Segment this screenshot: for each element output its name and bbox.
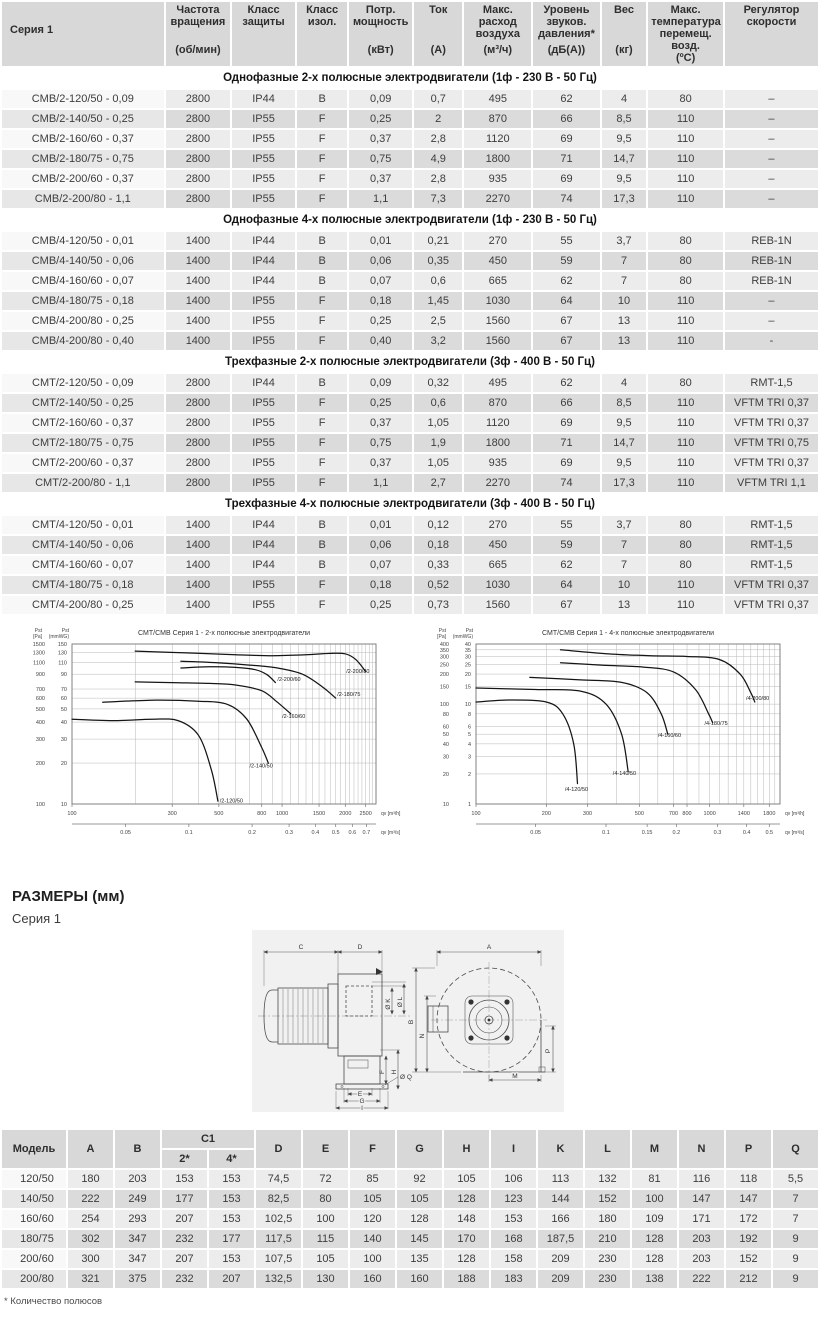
table-row: CMB/2-140/50 - 0,25 2800 IP55 F 0,25 2 870 66 8,5 110 – xyxy=(2,110,818,128)
dim-label-ol: Ø L xyxy=(397,996,404,1008)
svg-text:200: 200 xyxy=(35,761,45,768)
table-row: CMT/4-120/50 - 0,01 1400 IP44 B 0,01 0,12 270 55 3,7 80 RMT-1,5 xyxy=(2,516,818,534)
dim-label-ok: Ø K xyxy=(385,998,392,1010)
svg-text:90: 90 xyxy=(60,672,67,679)
dim-label-g: G xyxy=(359,1098,365,1105)
svg-text:0.3: 0.3 xyxy=(285,830,293,836)
table-row: CMB/4-200/80 - 0,40 1400 IP55 F 0,40 3,2 1560 67 13 110 - xyxy=(2,332,818,350)
svg-text:1800: 1800 xyxy=(763,811,776,817)
svg-text:20: 20 xyxy=(442,771,449,778)
side-view-dimensions xyxy=(264,950,406,1109)
svg-text:3: 3 xyxy=(467,754,471,761)
dimensions-table-header xyxy=(2,1130,818,1168)
chart-4pole xyxy=(416,626,814,866)
header-row xyxy=(2,1130,818,1148)
section-title-row: Трехфазные 2-х полюсные электродвигатели (3ф - 400 В - 50 Гц) xyxy=(2,352,818,372)
svg-text:20: 20 xyxy=(464,672,471,679)
col-header: Макс. расход воздуха (м³/ч) xyxy=(464,2,531,66)
dimensions-table-body xyxy=(2,1170,818,1288)
svg-text:700: 700 xyxy=(668,811,679,817)
svg-text:800: 800 xyxy=(257,811,267,817)
table-row: CMT/2-180/75 - 0,75 2800 IP55 F 0,75 1,9 1800 71 14,7 110 VFTM TRI 0,75 xyxy=(2,434,818,452)
svg-text:4: 4 xyxy=(467,741,471,748)
col-header: D xyxy=(256,1130,301,1168)
svg-text:60: 60 xyxy=(60,696,67,703)
svg-text:200: 200 xyxy=(439,672,449,679)
col-header: G xyxy=(397,1130,442,1168)
table-row: CMT/2-200/60 - 0,37 2800 IP55 F 0,37 1,05 935 69 9,5 110 VFTM TRI 0,37 xyxy=(2,454,818,472)
svg-text:Pst: Pst xyxy=(438,628,446,634)
svg-text:(mmWG): (mmWG) xyxy=(452,634,473,640)
col-subheader: 4* xyxy=(209,1150,254,1168)
svg-text:400: 400 xyxy=(439,642,449,648)
svg-text:700: 700 xyxy=(35,687,45,694)
table-row: CMB/4-180/75 - 0,18 1400 IP55 F 0,18 1,45 1030 64 10 110 – xyxy=(2,292,818,310)
svg-text:qv [m³/h]: qv [m³/h] xyxy=(785,811,805,817)
svg-text:0.4: 0.4 xyxy=(311,830,320,836)
dim-label-p: P xyxy=(545,1048,552,1054)
col-header: M xyxy=(632,1130,677,1168)
svg-text:600: 600 xyxy=(35,696,45,703)
svg-text:0.05: 0.05 xyxy=(120,830,131,836)
svg-text:/2-160/60: /2-160/60 xyxy=(282,713,306,720)
svg-text:[Pa]: [Pa] xyxy=(33,634,42,640)
col-header: L xyxy=(585,1130,630,1168)
svg-text:40: 40 xyxy=(442,741,449,748)
table-row: CMT/4-160/60 - 0,07 1400 IP44 B 0,07 0,33 665 62 7 80 RMT-1,5 xyxy=(2,556,818,574)
dim-label-b: B xyxy=(408,1019,415,1025)
svg-text:qv [m³/s]: qv [m³/s] xyxy=(785,830,805,836)
svg-text:200: 200 xyxy=(541,811,551,817)
col-header: Класс защиты xyxy=(232,2,295,66)
svg-text:1100: 1100 xyxy=(33,660,45,667)
dimensions-heading: РАЗМЕРЫ (мм) xyxy=(12,888,125,905)
table-row: CMT/2-140/50 - 0,25 2800 IP55 F 0,25 0,6 870 66 8,5 110 VFTM TRI 0,37 xyxy=(2,394,818,412)
svg-text:/4-120/50: /4-120/50 xyxy=(564,786,589,793)
svg-text:1400: 1400 xyxy=(737,811,750,817)
svg-text:50: 50 xyxy=(60,706,67,713)
series-label: Серия 1 xyxy=(12,911,61,926)
svg-text:2: 2 xyxy=(467,771,471,778)
svg-text:80: 80 xyxy=(442,711,449,718)
svg-text:0.5: 0.5 xyxy=(765,830,774,836)
col-header: Макс. температура перемещ. возд. (ºС) xyxy=(648,2,723,66)
table-row: 120/50 180 203 153 153 74,5 72 85 92 105 106 113 132 81 116 118 5,5 xyxy=(2,1170,818,1188)
svg-text:100: 100 xyxy=(439,702,449,709)
svg-text:0.2: 0.2 xyxy=(248,830,256,836)
svg-text:300: 300 xyxy=(35,737,45,744)
svg-text:CMT/CMB Серия 1 - 2-х полюсн: CMT/CMB Серия 1 - 2-х полюсные электродвигатели xyxy=(138,630,310,637)
svg-text:500: 500 xyxy=(35,706,45,713)
col-header: I xyxy=(491,1130,536,1168)
svg-text:1500: 1500 xyxy=(32,642,45,648)
svg-text:0.6: 0.6 xyxy=(348,830,357,836)
svg-text:Pst: Pst xyxy=(465,628,473,634)
dim-label-a: A xyxy=(486,944,492,951)
dim-label-h: H xyxy=(391,1069,398,1075)
svg-text:/2-140/50: /2-140/50 xyxy=(249,763,273,770)
svg-text:0.3: 0.3 xyxy=(713,830,722,836)
section-title-row: Трехфазные 4-х полюсные электродвигатели (3ф - 400 В - 50 Гц) xyxy=(2,494,818,514)
svg-text:40: 40 xyxy=(60,720,67,727)
svg-text:/2-180/75: /2-180/75 xyxy=(337,692,361,699)
svg-text:15: 15 xyxy=(464,684,471,691)
svg-text:130: 130 xyxy=(57,650,67,657)
section-title-row: Однофазные 4-х полюсные электродвигатели (1ф - 230 В - 50 Гц) xyxy=(2,210,818,230)
svg-text:5: 5 xyxy=(467,732,471,739)
col-header: Уровень звуков. давления* (дБ(А)) xyxy=(533,2,600,66)
table-row: CMT/4-200/80 - 0,25 1400 IP55 F 0,25 0,73 1560 67 13 110 VFTM TRI 0,37 xyxy=(2,596,818,614)
svg-text:40: 40 xyxy=(464,642,471,648)
svg-text:Pst: Pst xyxy=(61,628,69,634)
table-row: CMB/4-200/80 - 0,25 1400 IP55 F 0,25 2,5 1560 67 13 110 – xyxy=(2,312,818,330)
svg-text:50: 50 xyxy=(442,732,449,739)
table-row: 160/60 254 293 207 153 102,5 100 120 128 148 153 166 180 109 171 172 7 xyxy=(2,1210,818,1228)
svg-text:110: 110 xyxy=(58,660,67,667)
table-row: CMB/2-200/80 - 1,1 2800 IP55 F 1,1 7,3 2270 74 17,3 110 – xyxy=(2,190,818,208)
svg-text:900: 900 xyxy=(35,672,45,679)
table-row: 140/50 222 249 177 153 82,5 80 105 105 128 123 144 152 100 147 147 7 xyxy=(2,1190,818,1208)
svg-text:100: 100 xyxy=(67,811,77,817)
svg-text:500: 500 xyxy=(214,811,224,817)
spec-table xyxy=(0,0,820,616)
dim-label-f: F xyxy=(379,1070,386,1074)
spec-table-header xyxy=(2,2,818,66)
dim-label-i: I xyxy=(361,1105,363,1112)
col-header: Ток (А) xyxy=(414,2,462,66)
col-header: F xyxy=(350,1130,395,1168)
svg-text:150: 150 xyxy=(57,642,67,648)
col-header: E xyxy=(303,1130,348,1168)
svg-text:/2-200/80: /2-200/80 xyxy=(346,668,370,675)
svg-text:/2-120/50: /2-120/50 xyxy=(219,798,243,805)
svg-text:150: 150 xyxy=(439,684,449,691)
table-row: CMT/2-120/50 - 0,09 2800 IP44 B 0,09 0,32 495 62 4 80 RMT-1,5 xyxy=(2,374,818,392)
svg-text:400: 400 xyxy=(35,720,45,727)
col-header: Регулятор скорости xyxy=(725,2,818,66)
col-header: P xyxy=(726,1130,771,1168)
performance-charts xyxy=(0,616,820,870)
table-row: CMB/4-140/50 - 0,06 1400 IP44 B 0,06 0,35 450 59 7 80 REB-1N xyxy=(2,252,818,270)
svg-text:300: 300 xyxy=(439,654,449,661)
svg-text:800: 800 xyxy=(682,811,692,817)
dim-label-n: N xyxy=(419,1033,426,1039)
table-row: CMB/2-120/50 - 0,09 2800 IP44 B 0,09 0,7 495 62 4 80 – xyxy=(2,90,818,108)
svg-text:30: 30 xyxy=(464,654,471,661)
table-row: CMB/2-180/75 - 0,75 2800 IP55 F 0,75 4,9 1800 71 14,7 110 – xyxy=(2,150,818,168)
svg-text:300: 300 xyxy=(582,811,593,817)
dimension-drawing-panel xyxy=(252,930,564,1112)
svg-text:35: 35 xyxy=(464,647,471,654)
svg-text:350: 350 xyxy=(439,647,449,654)
svg-text:0.5: 0.5 xyxy=(331,830,340,836)
svg-text:/2-200/60: /2-200/60 xyxy=(277,677,301,684)
svg-text:0.4: 0.4 xyxy=(742,830,751,836)
table-row: CMB/4-160/60 - 0,07 1400 IP44 B 0,07 0,6 665 62 7 80 REB-1N xyxy=(2,272,818,290)
svg-text:/4-140/50: /4-140/50 xyxy=(612,771,637,778)
svg-text:2500: 2500 xyxy=(359,811,372,817)
col-header: K xyxy=(538,1130,583,1168)
section-title-row: Однофазные 2-х полюсные электродвигатели (1ф - 230 В - 50 Гц) xyxy=(2,68,818,88)
front-view-dimensions xyxy=(412,950,556,1082)
table-row: 200/80 321 375 232 207 132,5 130 160 160 188 183 209 230 138 222 212 9 xyxy=(2,1270,818,1288)
dimensions-table xyxy=(0,1128,820,1290)
table-row: CMB/4-120/50 - 0,01 1400 IP44 B 0,01 0,21 270 55 3,7 80 REB-1N xyxy=(2,232,818,250)
svg-text:1000: 1000 xyxy=(703,811,716,817)
svg-text:Pst: Pst xyxy=(34,628,42,634)
svg-text:(mmWG): (mmWG) xyxy=(48,634,69,640)
dim-label-m: M xyxy=(512,1073,518,1080)
dim-label-c: C xyxy=(298,944,304,951)
col-header: Вес (кг) xyxy=(602,2,646,66)
col-header: N xyxy=(679,1130,724,1168)
svg-text:25: 25 xyxy=(464,662,471,669)
col-header: B xyxy=(115,1130,160,1168)
svg-text:30: 30 xyxy=(60,737,67,744)
table-row: CMT/2-160/60 - 0,37 2800 IP55 F 0,37 1,05 1120 69 9,5 110 VFTM TRI 0,37 xyxy=(2,414,818,432)
svg-text:CMT/CMB Серия 1 - 4-х полюсн: CMT/CMB Серия 1 - 4-х полюсные электродвигатели xyxy=(542,630,714,637)
svg-text:1500: 1500 xyxy=(312,811,326,817)
svg-text:0.15: 0.15 xyxy=(641,830,653,836)
svg-text:300: 300 xyxy=(167,811,177,817)
col-header: Частота вращения (об/мин) xyxy=(166,2,231,66)
svg-text:250: 250 xyxy=(439,662,449,669)
table-row: CMB/2-160/60 - 0,37 2800 IP55 F 0,37 2,8 1120 69 9,5 110 – xyxy=(2,130,818,148)
dimension-drawing xyxy=(252,930,564,1112)
svg-text:1300: 1300 xyxy=(32,650,45,657)
table-row: CMT/4-140/50 - 0,06 1400 IP44 B 0,06 0,18 450 59 7 80 RMT-1,5 xyxy=(2,536,818,554)
svg-text:1000: 1000 xyxy=(275,811,289,817)
svg-text:10: 10 xyxy=(60,802,67,808)
col-header: Серия 1 xyxy=(2,2,164,66)
poles-footnote: * Количество полюсов xyxy=(4,1296,103,1307)
svg-text:100: 100 xyxy=(35,802,45,808)
svg-text:30: 30 xyxy=(442,754,449,761)
svg-text:60: 60 xyxy=(442,724,449,731)
svg-text:2000: 2000 xyxy=(339,811,352,817)
table-row: CMB/2-200/60 - 0,37 2800 IP55 F 0,37 2,8 935 69 9,5 110 – xyxy=(2,170,818,188)
dim-label-e: E xyxy=(357,1091,363,1098)
svg-text:0.2: 0.2 xyxy=(672,830,681,836)
svg-text:qv [m³/h]: qv [m³/h] xyxy=(381,811,401,817)
svg-text:8: 8 xyxy=(467,711,471,718)
chart-4pole-svg xyxy=(416,626,814,866)
svg-text:/4-180/75: /4-180/75 xyxy=(704,720,728,727)
svg-text:20: 20 xyxy=(60,761,67,768)
col-subheader: 2* xyxy=(162,1150,207,1168)
svg-text:1: 1 xyxy=(467,802,471,808)
svg-text:qv [m³/s]: qv [m³/s] xyxy=(381,830,401,836)
svg-text:100: 100 xyxy=(471,811,481,817)
table-row: CMT/2-200/80 - 1,1 2800 IP55 F 1,1 2,7 2270 74 17,3 110 VFTM TRI 1,1 xyxy=(2,474,818,492)
svg-text:[Pa]: [Pa] xyxy=(437,634,446,640)
svg-text:/4-160/60: /4-160/60 xyxy=(657,732,682,739)
col-header: H xyxy=(444,1130,489,1168)
spec-table-body xyxy=(2,68,818,614)
col-header: Класс изол. xyxy=(297,2,348,66)
col-header: Q xyxy=(773,1130,818,1168)
svg-text:0.7: 0.7 xyxy=(362,830,371,836)
svg-text:10: 10 xyxy=(442,802,449,808)
dim-label-d: D xyxy=(357,944,363,951)
svg-text:0.05: 0.05 xyxy=(530,830,542,836)
svg-text:70: 70 xyxy=(60,687,67,694)
col-header: Модель xyxy=(2,1130,66,1168)
svg-text:0.1: 0.1 xyxy=(602,830,610,836)
header-row xyxy=(2,2,818,66)
col-header-group: C1 xyxy=(162,1130,254,1148)
chart-2pole-svg xyxy=(12,626,410,866)
svg-text:10: 10 xyxy=(464,702,471,709)
dim-label-oq: Ø Q xyxy=(400,1074,412,1081)
chart-2pole xyxy=(12,626,410,866)
svg-text:0.1: 0.1 xyxy=(185,830,193,836)
col-header: Потр. мощность (кВт) xyxy=(349,2,412,66)
front-view xyxy=(428,962,547,1078)
col-header: A xyxy=(68,1130,113,1168)
svg-text:/4-200/80: /4-200/80 xyxy=(745,695,770,702)
svg-text:6: 6 xyxy=(467,724,471,731)
table-row: 200/60 300 347 207 153 107,5 105 100 135 128 158 209 230 128 203 152 9 xyxy=(2,1250,818,1268)
table-row: 180/75 302 347 232 177 117,5 115 140 145 170 168 187,5 210 128 203 192 9 xyxy=(2,1230,818,1248)
svg-text:500: 500 xyxy=(634,811,644,817)
table-row: CMT/4-180/75 - 0,18 1400 IP55 F 0,18 0,52 1030 64 10 110 VFTM TRI 0,37 xyxy=(2,576,818,594)
